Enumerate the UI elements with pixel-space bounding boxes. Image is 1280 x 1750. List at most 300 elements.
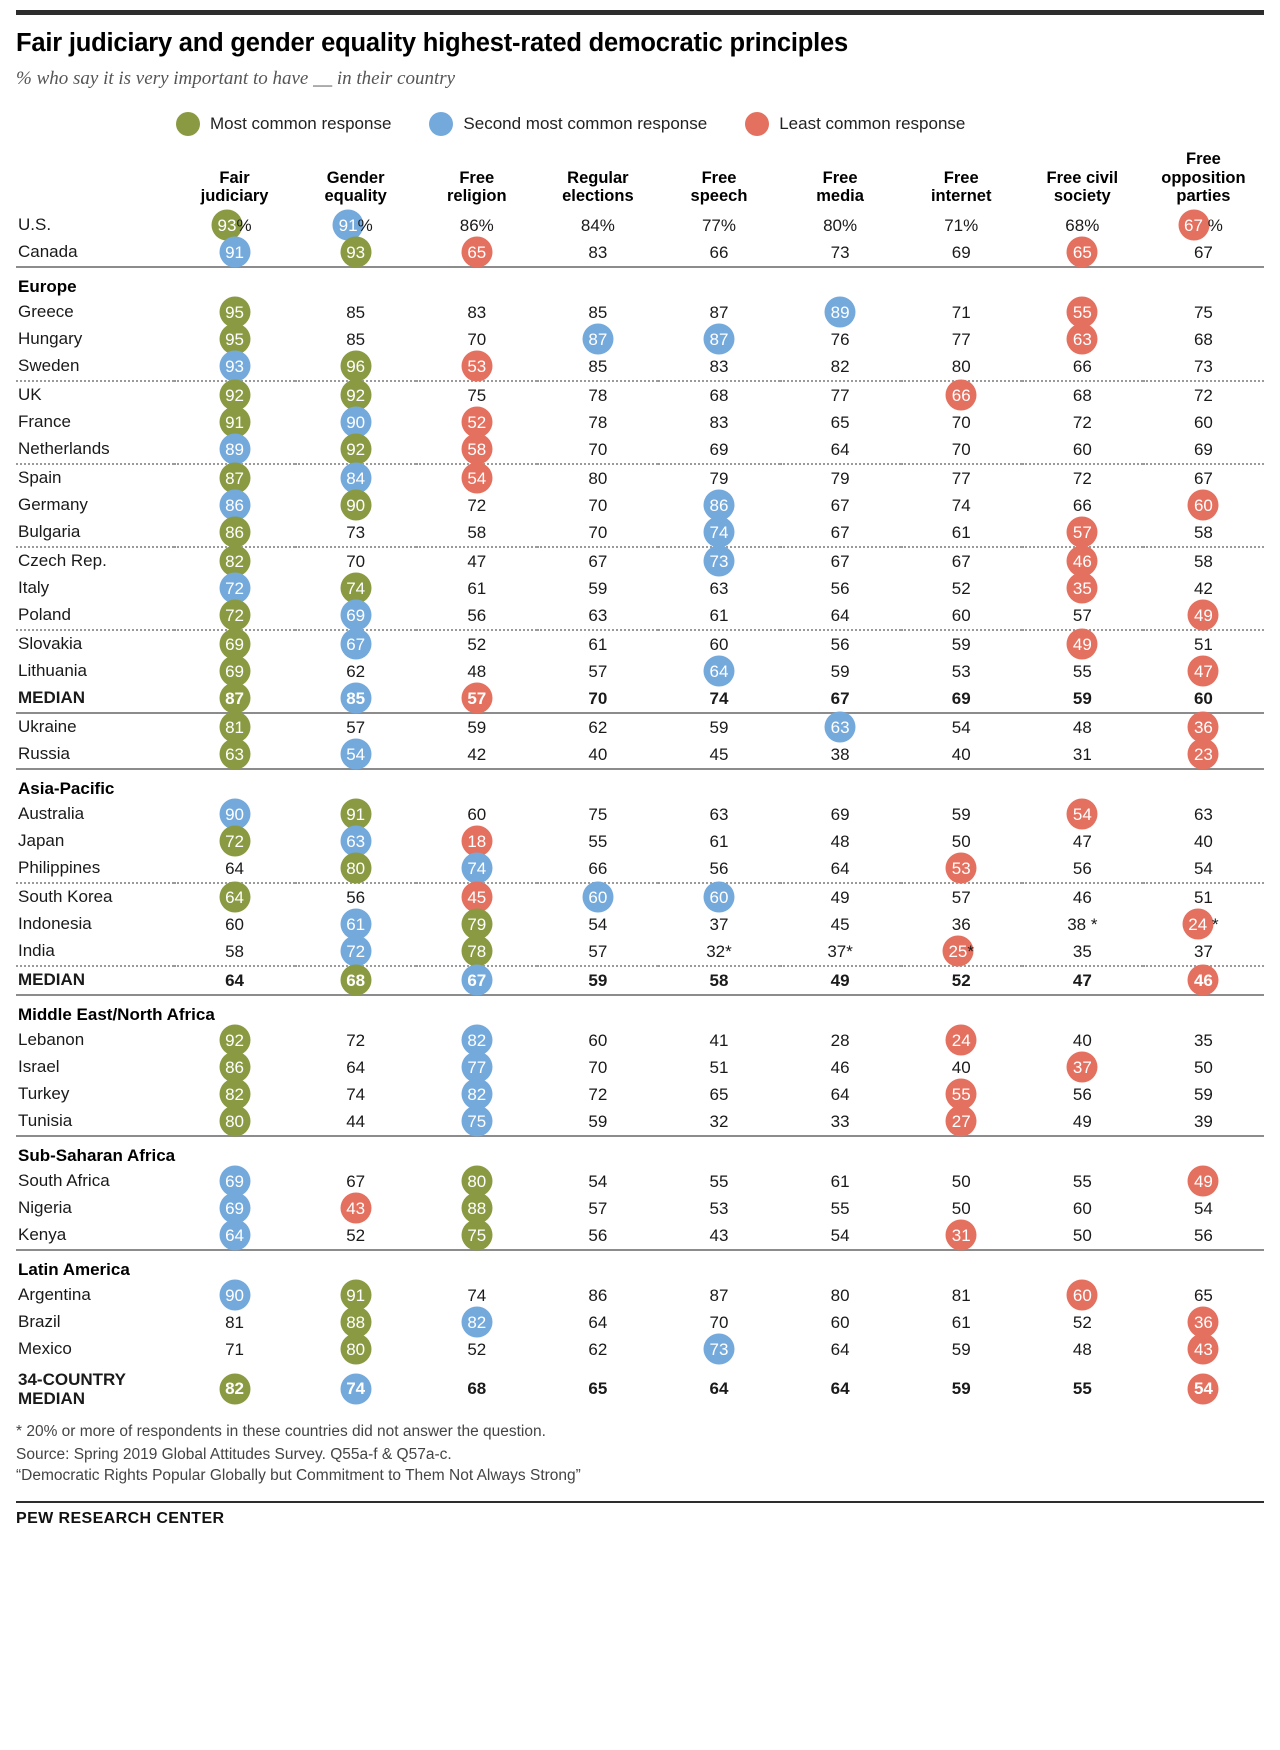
data-cell xyxy=(416,714,537,741)
data-cell xyxy=(537,239,658,267)
country-label: Slovakia xyxy=(18,634,83,654)
country-label: Italy xyxy=(18,578,50,598)
value-text: 64 xyxy=(225,858,245,878)
data-cell xyxy=(1143,1081,1264,1108)
value-text: 79 xyxy=(709,468,729,488)
value-wrapper xyxy=(1194,602,1213,629)
region-label: Europe xyxy=(18,276,77,296)
value-text: 54 xyxy=(467,468,487,488)
value-text: 40 xyxy=(1072,1030,1092,1050)
data-cell xyxy=(901,602,1022,630)
value-wrapper xyxy=(1194,409,1213,436)
value-wrapper xyxy=(346,519,365,546)
data-cell xyxy=(174,1282,295,1309)
value-wrapper xyxy=(710,1168,729,1195)
data-cell xyxy=(658,1054,779,1081)
value-wrapper xyxy=(588,884,607,911)
country-label: Bulgaria xyxy=(18,522,81,542)
data-cell xyxy=(537,548,658,575)
value-wrapper xyxy=(588,631,607,658)
data-cell xyxy=(295,938,416,966)
data-cell xyxy=(901,575,1022,602)
data-cell xyxy=(1022,492,1143,519)
value-text: 60 xyxy=(1072,1198,1092,1218)
value-text: 77 xyxy=(830,385,850,405)
value-wrapper xyxy=(1073,884,1092,911)
value-text: 23 xyxy=(1193,744,1213,764)
value-text: 84 xyxy=(346,468,366,488)
data-cell xyxy=(780,1336,901,1363)
value-wrapper xyxy=(467,1309,486,1336)
data-cell xyxy=(901,685,1022,713)
legend-item xyxy=(745,112,965,136)
value-text: 56 xyxy=(1193,1225,1213,1245)
data-cell xyxy=(416,855,537,883)
value-wrapper xyxy=(1194,938,1213,965)
column-header-line: Free xyxy=(1186,150,1221,169)
data-cell xyxy=(901,1081,1022,1108)
data-cell xyxy=(174,409,295,436)
value-wrapper xyxy=(588,911,607,938)
data-cell xyxy=(174,714,295,741)
value-text: 82 xyxy=(467,1084,487,1104)
value-wrapper xyxy=(710,685,729,712)
percent-sign: % xyxy=(236,215,252,235)
value-text: 36 xyxy=(951,914,971,934)
value-wrapper xyxy=(588,575,607,602)
data-cell xyxy=(1022,938,1143,966)
value-text: 59 xyxy=(951,804,971,824)
data-cell xyxy=(537,631,658,658)
value-wrapper xyxy=(346,1222,365,1249)
value-wrapper xyxy=(1194,1081,1213,1108)
value-wrapper xyxy=(1073,1168,1092,1195)
country-label: South Korea xyxy=(18,887,113,907)
data-cell xyxy=(1143,1370,1264,1408)
value-text: 80 xyxy=(830,1285,850,1305)
value-text: 81 xyxy=(951,1285,971,1305)
data-cell xyxy=(901,1195,1022,1222)
value-text: 31 xyxy=(1072,744,1092,764)
value-text: 76 xyxy=(830,329,850,349)
value-text: 67 xyxy=(951,551,971,571)
value-wrapper xyxy=(831,658,850,685)
value-text: 72 xyxy=(225,578,245,598)
value-wrapper xyxy=(1073,1222,1092,1249)
data-cell xyxy=(1022,1282,1143,1309)
data-cell xyxy=(658,1282,779,1309)
value-wrapper xyxy=(467,1168,486,1195)
value-text: 72 xyxy=(225,831,245,851)
data-cell xyxy=(537,382,658,409)
data-cell xyxy=(295,911,416,938)
data-cell xyxy=(416,1309,537,1336)
data-cell xyxy=(1022,1370,1143,1408)
data-cell xyxy=(780,884,901,911)
data-cell xyxy=(416,1168,537,1195)
value-text: 84 xyxy=(580,215,600,235)
value-wrapper xyxy=(467,911,486,938)
data-cell xyxy=(901,353,1022,381)
value-text: 48 xyxy=(1072,1339,1092,1359)
value-wrapper xyxy=(225,911,244,938)
value-text: 64 xyxy=(225,970,245,990)
value-text: 48 xyxy=(830,831,850,851)
data-cell xyxy=(537,1336,658,1363)
value-text: 64 xyxy=(830,605,850,625)
data-cell xyxy=(174,353,295,381)
value-wrapper xyxy=(1073,741,1092,768)
value-text: 46 xyxy=(1072,887,1092,907)
value-text: 47 xyxy=(1072,970,1092,990)
data-cell xyxy=(537,519,658,547)
data-cell xyxy=(1022,1108,1143,1136)
value-wrapper xyxy=(467,353,486,380)
value-text: 43 xyxy=(346,1198,366,1218)
value-wrapper xyxy=(952,492,971,519)
value-text: 57 xyxy=(588,661,608,681)
value-wrapper xyxy=(952,409,971,436)
percent-sign: % xyxy=(599,215,615,235)
value-text: 86 xyxy=(225,522,245,542)
data-cell xyxy=(780,1370,901,1408)
value-text: 79 xyxy=(467,914,487,934)
value-text: 60 xyxy=(1072,439,1092,459)
footnotes xyxy=(16,1422,1264,1485)
value-text: 52 xyxy=(467,634,487,654)
value-text: 69 xyxy=(951,688,971,708)
value-wrapper xyxy=(467,1222,486,1249)
value-wrapper xyxy=(831,575,850,602)
data-cell xyxy=(658,685,779,713)
country-label: India xyxy=(18,941,55,961)
country-label: U.S. xyxy=(18,215,52,235)
data-cell xyxy=(1022,602,1143,630)
data-cell xyxy=(295,1309,416,1336)
chart-page xyxy=(0,10,1280,1750)
value-text: 92 xyxy=(225,385,245,405)
value-wrapper xyxy=(467,741,486,768)
value-wrapper xyxy=(467,602,486,629)
data-cell xyxy=(780,299,901,326)
median-label: MEDIAN xyxy=(18,688,86,708)
value-wrapper xyxy=(467,519,486,546)
region-label: Sub-Saharan Africa xyxy=(18,1145,176,1165)
value-text: 87 xyxy=(709,302,729,322)
value-wrapper xyxy=(346,884,365,911)
value-wrapper xyxy=(467,299,486,326)
data-cell xyxy=(416,911,537,938)
value-wrapper xyxy=(346,382,365,409)
value-text: 54 xyxy=(1072,804,1092,824)
data-cell xyxy=(1143,1108,1264,1136)
value-text: 77 xyxy=(701,215,721,235)
value-wrapper xyxy=(1194,967,1213,994)
data-cell xyxy=(416,631,537,658)
legend-label: Most common response xyxy=(210,114,392,134)
table-row xyxy=(16,436,1264,464)
column-header-line: parties xyxy=(1176,187,1231,206)
value-text: 61 xyxy=(467,578,487,598)
value-wrapper xyxy=(346,353,365,380)
value-text: 45 xyxy=(709,744,729,764)
data-cell xyxy=(658,353,779,381)
value-text: 69 xyxy=(225,634,245,654)
value-wrapper xyxy=(346,658,365,685)
data-cell xyxy=(1022,828,1143,855)
data-cell xyxy=(658,658,779,685)
data-cell xyxy=(295,382,416,409)
value-wrapper xyxy=(1073,239,1092,266)
value-wrapper xyxy=(710,1027,729,1054)
value-text: 54 xyxy=(830,1225,850,1245)
data-cell xyxy=(295,714,416,741)
data-cell xyxy=(1143,801,1264,828)
value-text: 59 xyxy=(951,1379,971,1399)
value-wrapper xyxy=(588,353,607,380)
data-cell xyxy=(901,1336,1022,1363)
value-wrapper xyxy=(831,1195,850,1222)
value-wrapper xyxy=(467,465,486,492)
value-text: 46 xyxy=(830,1057,850,1077)
value-wrapper xyxy=(1194,801,1213,828)
value-wrapper xyxy=(1073,658,1092,685)
value-text: 42 xyxy=(467,744,487,764)
data-cell xyxy=(295,1168,416,1195)
value-wrapper xyxy=(831,1375,850,1402)
value-text: 44 xyxy=(346,1111,366,1131)
value-wrapper xyxy=(467,828,486,855)
legend-item xyxy=(429,112,707,136)
data-cell xyxy=(780,1081,901,1108)
value-wrapper xyxy=(1073,1054,1092,1081)
value-text: 57 xyxy=(1072,522,1092,542)
value-text: 90 xyxy=(225,1285,245,1305)
value-wrapper xyxy=(467,967,486,994)
column-header-line: equality xyxy=(324,187,387,206)
chart-subtitle: % who say it is very important to have __ in their country xyxy=(16,68,456,90)
value-text: 64 xyxy=(588,1312,608,1332)
value-text: 54 xyxy=(1193,1379,1213,1399)
value-wrapper xyxy=(225,1375,244,1402)
value-text: 74 xyxy=(346,578,366,598)
value-text: 53 xyxy=(951,661,971,681)
data-cell xyxy=(1022,631,1143,658)
data-cell xyxy=(416,575,537,602)
value-text: 70 xyxy=(588,439,608,459)
value-text: 66 xyxy=(709,242,729,262)
value-wrapper xyxy=(710,631,729,658)
table-row xyxy=(16,382,1264,409)
value-text: 55 xyxy=(1072,1379,1092,1399)
value-wrapper xyxy=(588,938,607,965)
data-cell xyxy=(537,911,658,938)
value-text: 64 xyxy=(830,1379,850,1399)
value-text: 83 xyxy=(588,242,608,262)
data-cell xyxy=(901,741,1022,769)
value-text: 96 xyxy=(346,356,366,376)
value-wrapper xyxy=(588,685,607,712)
data-cell xyxy=(537,465,658,492)
value-text: 66 xyxy=(951,385,971,405)
value-wrapper xyxy=(467,658,486,685)
data-cell xyxy=(537,1081,658,1108)
value-wrapper xyxy=(588,1081,607,1108)
value-text: 59 xyxy=(1072,688,1092,708)
data-cell xyxy=(537,938,658,966)
value-wrapper xyxy=(1194,465,1213,492)
value-wrapper xyxy=(1073,1309,1092,1336)
data-cell xyxy=(658,409,779,436)
asterisk-note: * 20% or more of respondents in these countries did not answer the question. xyxy=(16,1422,546,1440)
value-text: 59 xyxy=(951,634,971,654)
region-label: Middle East/North Africa xyxy=(18,1004,215,1024)
value-wrapper xyxy=(225,855,244,882)
value-wrapper xyxy=(225,575,244,602)
value-text: 78 xyxy=(588,385,608,405)
data-cell xyxy=(901,884,1022,911)
country-label: Nigeria xyxy=(18,1198,72,1218)
value-wrapper xyxy=(710,548,729,575)
data-cell xyxy=(174,239,295,267)
data-cell xyxy=(780,1282,901,1309)
value-text: 63 xyxy=(346,831,366,851)
table-row xyxy=(16,855,1264,883)
value-text: 88 xyxy=(346,1312,366,1332)
value-wrapper xyxy=(1073,1375,1092,1402)
data-cell xyxy=(901,409,1022,436)
data-cell xyxy=(174,741,295,769)
data-cell xyxy=(780,967,901,995)
value-wrapper xyxy=(225,1336,244,1363)
data-cell xyxy=(780,465,901,492)
value-wrapper xyxy=(831,436,850,463)
country-label: Japan xyxy=(18,831,65,851)
value-text: 92 xyxy=(225,1030,245,1050)
median-label-line: MEDIAN xyxy=(18,1388,86,1408)
value-text: 63 xyxy=(1193,804,1213,824)
value-text: 57 xyxy=(588,1198,608,1218)
data-cell xyxy=(1022,548,1143,575)
value-text: 38 xyxy=(1067,914,1087,934)
percent-sign: % xyxy=(1084,215,1100,235)
data-cell xyxy=(295,1195,416,1222)
data-cell xyxy=(416,353,537,381)
data-cell xyxy=(537,1027,658,1054)
value-text: 53 xyxy=(951,858,971,878)
country-label: Kenya xyxy=(18,1225,67,1245)
value-wrapper xyxy=(710,1282,729,1309)
value-wrapper xyxy=(1194,382,1213,409)
data-cell xyxy=(174,1108,295,1136)
data-cell xyxy=(416,801,537,828)
data-cell xyxy=(295,409,416,436)
column-header-line: media xyxy=(816,187,864,206)
value-text: 46 xyxy=(1193,970,1213,990)
value-text: 59 xyxy=(588,1111,608,1131)
table-row xyxy=(16,1081,1264,1108)
data-cell xyxy=(174,1336,295,1363)
data-cell xyxy=(780,1054,901,1081)
data-cell xyxy=(295,519,416,547)
value-wrapper xyxy=(952,855,971,882)
data-table xyxy=(16,150,1264,1407)
value-text: 70 xyxy=(951,439,971,459)
value-text: 85 xyxy=(588,356,608,376)
data-cell xyxy=(174,1081,295,1108)
value-text: 67 xyxy=(1193,242,1213,262)
country-label: Netherlands xyxy=(18,439,110,459)
table-row xyxy=(16,911,1264,938)
data-cell xyxy=(1022,1195,1143,1222)
data-cell xyxy=(174,1195,295,1222)
value-text: 60 xyxy=(709,887,729,907)
data-cell xyxy=(1143,658,1264,685)
value-text: 67 xyxy=(830,551,850,571)
value-wrapper xyxy=(460,212,479,239)
pew-research-center-logo: PEW RESEARCH CENTER xyxy=(16,1509,225,1527)
value-text: 69 xyxy=(1193,439,1213,459)
data-cell xyxy=(174,1222,295,1250)
data-cell xyxy=(1143,714,1264,741)
value-wrapper xyxy=(1194,575,1213,602)
value-wrapper xyxy=(952,1027,971,1054)
value-wrapper xyxy=(225,967,244,994)
value-text: 74 xyxy=(709,522,729,542)
data-cell xyxy=(174,382,295,409)
data-cell xyxy=(901,1222,1022,1250)
value-wrapper xyxy=(225,741,244,768)
value-wrapper xyxy=(706,938,725,965)
data-cell xyxy=(1143,409,1264,436)
value-wrapper xyxy=(1194,353,1213,380)
data-cell xyxy=(174,967,295,995)
value-text: 80 xyxy=(346,858,366,878)
data-cell xyxy=(174,855,295,883)
data-cell xyxy=(1022,911,1143,938)
value-text: 59 xyxy=(588,578,608,598)
value-wrapper xyxy=(225,1195,244,1222)
data-cell xyxy=(780,658,901,685)
value-wrapper xyxy=(225,382,244,409)
value-text: 82 xyxy=(225,1084,245,1104)
value-wrapper xyxy=(1194,1195,1213,1222)
value-text: 87 xyxy=(588,329,608,349)
value-wrapper xyxy=(952,658,971,685)
value-text: 56 xyxy=(830,634,850,654)
value-text: 75 xyxy=(588,804,608,824)
value-text: 67 xyxy=(588,551,608,571)
value-text: 93 xyxy=(217,215,237,235)
data-cell xyxy=(416,938,537,966)
data-cell xyxy=(416,1282,537,1309)
data-cell xyxy=(174,465,295,492)
data-cell xyxy=(295,801,416,828)
data-cell xyxy=(780,548,901,575)
value-text: 77 xyxy=(951,329,971,349)
value-text: 50 xyxy=(1193,1057,1213,1077)
table-row xyxy=(16,548,1264,575)
value-text: 72 xyxy=(1072,468,1092,488)
value-text: 43 xyxy=(709,1225,729,1245)
value-wrapper xyxy=(710,828,729,855)
value-text: 87 xyxy=(709,1285,729,1305)
value-wrapper xyxy=(588,741,607,768)
value-text: 49 xyxy=(830,970,850,990)
data-cell xyxy=(416,409,537,436)
data-cell xyxy=(295,239,416,267)
table-row xyxy=(16,326,1264,353)
